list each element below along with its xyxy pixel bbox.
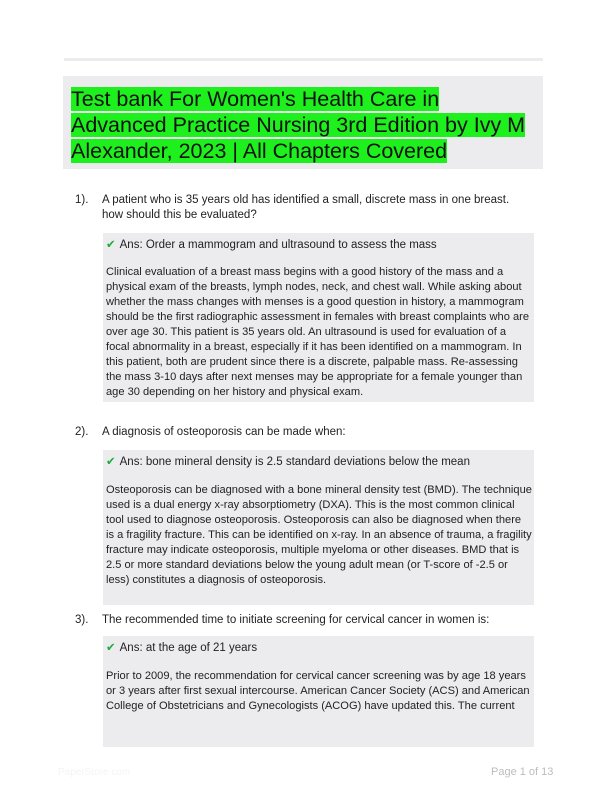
check-icon: ✔ [106, 239, 116, 251]
answer-text: Ans: at the age of 21 years [119, 642, 258, 654]
page-indicator: Page 1 of 13 [491, 766, 554, 778]
check-icon: ✔ [106, 642, 116, 654]
question-text: The recommended time to initiate screening for cervical cancer in women is: [102, 614, 490, 626]
answer-box [103, 636, 534, 747]
answer-text: Ans: Order a mammogram and ultrasound to assess the mass [119, 239, 437, 251]
title-highlight: Test bank For Women's Health Care in Advanced Practice Nursing 3rd Edition by Ivy M Alexander, 2023 | All Chapters Covered [71, 87, 526, 163]
check-icon: ✔ [106, 456, 116, 468]
answer-text: Ans: bone mineral density is 2.5 standard deviations below the mean [119, 456, 470, 468]
title-box [63, 76, 543, 169]
answer-line [106, 238, 437, 253]
top-divider [64, 58, 543, 61]
answer-box [103, 233, 534, 402]
question-number: 1). [75, 194, 89, 206]
question-text: A patient who is 35 years old has identified a small, discrete mass in one breast. how should this be evaluated? [102, 194, 510, 221]
answer-line [106, 455, 470, 470]
question-number: 2). [75, 426, 89, 438]
answer-line [106, 641, 257, 656]
question-number: 3). [75, 614, 89, 626]
footer-watermark: PaperStore.com [58, 767, 131, 778]
answer-explanation: Prior to 2009, the recommendation for cervical cancer screening was by age 18 years or 3 years after first sexual intercourse. American Cancer Society (ACS) and American College of Obstetricians and Gynecologists (ACOG) have updated this. The current [106, 670, 530, 712]
answer-box [103, 450, 534, 605]
answer-explanation: Clinical evaluation of a breast mass begins with a good history of the mass and a physical exam of the breasts, lymph nodes, neck, and chest wall. While asking about whether the mass changes with menses is a good question in history, a mammogram should be the first radiographic assessment in females with breast complaints who are over age 30. This patient is 35 years old. An ultrasound is used for evaluation of a focal abnormality in a breast, especially if it has been identified on a mammogram. In this patient, both are prudent since there is a discrete, palpable mass. Re-assessing the mass 3-10 days after next menses may be appropriate for a female younger than age 30 depending on her history and physical exam. [106, 266, 530, 398]
page-title [71, 86, 537, 164]
question-text: A diagnosis of osteoporosis can be made when: [102, 426, 346, 438]
answer-explanation: Osteoporosis can be diagnosed with a bone mineral density test (BMD). The technique used is a dual energy x-ray absorptiometry (DXA). This is the most common clinical tool used to diagnose osteoporosis. Osteoporosis can also be diagnosed when there is a fragility fracture. This can be identified on x-ray. In an absence of trauma, a fragility fracture may indicate osteoporosis, multiple myeloma or other diseases. BMD that is 2.5 or more standard deviations below the young adult mean (or T-score of -2.5 or less) constitutes a diagnosis of osteoporosis. [106, 484, 532, 586]
